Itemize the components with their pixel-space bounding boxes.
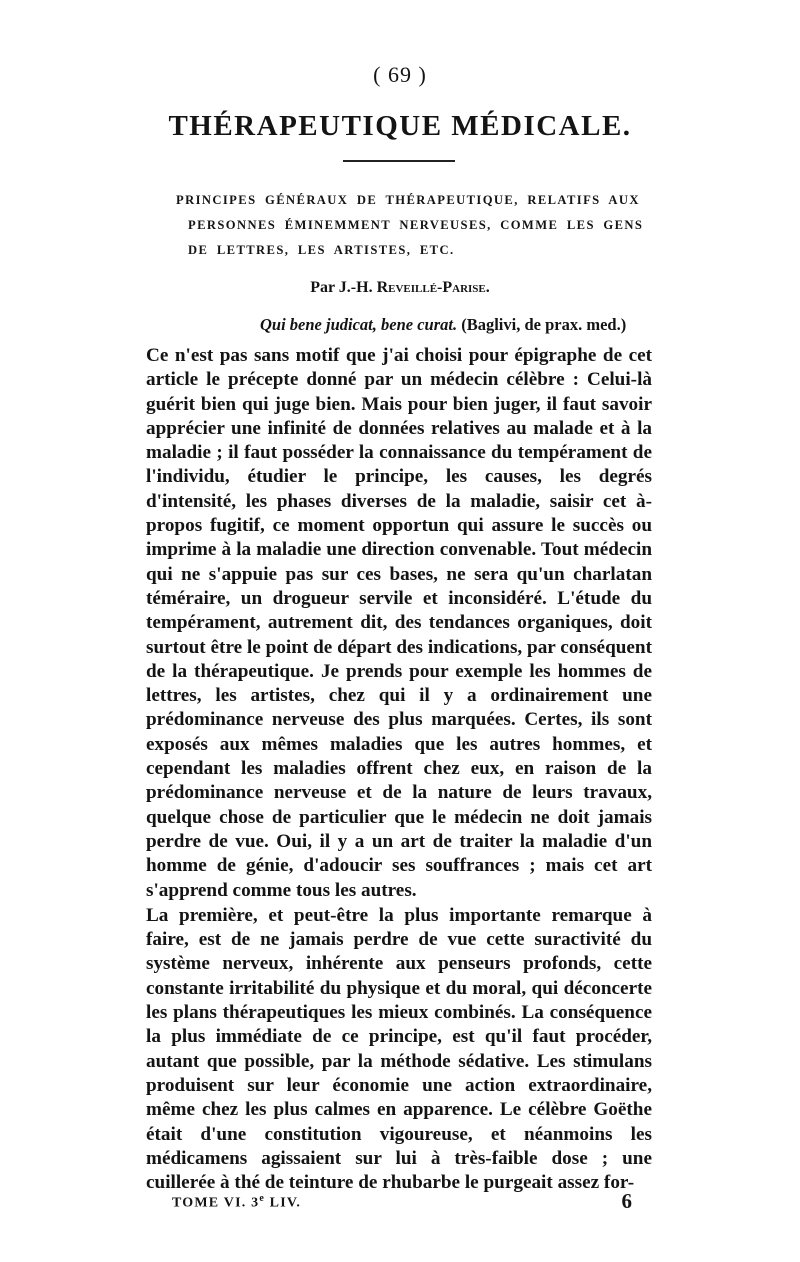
title-divider (343, 160, 455, 162)
page-title: THÉRAPEUTIQUE MÉDICALE. (168, 110, 632, 142)
author-prefix: Par J.-H. (310, 279, 377, 296)
signature-superscript: e (259, 1193, 265, 1204)
epigraph (260, 315, 680, 335)
signature-end: LIV. (264, 1195, 302, 1211)
article-body (146, 344, 652, 1195)
epigraph-source: (Baglivi, de prax. med.) (457, 315, 627, 334)
article-subtitle (176, 188, 654, 263)
article-author (0, 279, 800, 297)
signature-mark (172, 1193, 301, 1212)
subtitle-line: DE LETTRES, LES ARTISTES, ETC. (188, 243, 455, 257)
author-name: Reveillé-Parise. (376, 279, 490, 296)
page-number: ( 69 ) (373, 62, 427, 87)
signature-text: TOME VI. 3 (172, 1195, 260, 1211)
epigraph-quote: Qui bene judicat, bene curat. (260, 315, 458, 334)
body-paragraph: Ce n'est pas sans motif que j'ai choisi pour épigraphe de cet article le précepte donné par un médecin célèbre : Celui-là guérit bien qui juge bien. Mais pour bien juger, il faut savoir apprécier une infinité de données relatives au malade et à la maladie ; il faut posséder la connaissance du tempérament de l'individu, étudier le principe, les causes, les degrés d'intensité, les phases diverses de la maladie, saisir cet à-propos fugitif, ce moment opportun qui assure le succès ou imprime à la maladie une direction convenable. Tout médecin qui ne s'appuie pas sur ces bases, ne sera qu'un charlatan téméraire, un drogueur servile et inconsidéré. L'étude du tempérament, autrement dit, des tendances organiques, doit surtout être le point de départ des indications, par conséquent de la thérapeutique. Je prends pour exemple les hommes de lettres, les artistes, chez qui il y a ordinairement une prédominance nerveuse des plus marquées. Certes, ils sont exposés aux mêmes maladies que les autres hommes, et cependant les maladies offrent chez eux, en raison de la prédominance nerveuse et de la nature de leurs travaux, quelque chose de particulier que le médecin ne doit jamais perdre de vue. Oui, il y a un art de traiter la maladie d'un homme de génie, d'adoucir ses souffrances ; mais cet art s'apprend comme tous les autres. (146, 345, 652, 901)
body-paragraph: La première, et peut-être la plus importante remarque à faire, est de ne jamais perdre de vue cette suractivité du système nerveux, inhérente aux penseurs profonds, cette constante irritabilité du physique et du moral, qui déconcerte les plans thérapeutiques les mieux combinés. La conséquence la plus immédiate de ce principe, est qu'il faut procéder, autant que possible, par la méthode sédative. Les stimulans produisent sur leur économie une action extraordinaire, même chez les plus calmes en apparence. Le célèbre Goëthe était d'une constitution vigoureuse, et néanmoins les médicamens agissaient sur lui à très-faible dose ; une cuillerée à thé de teinture de rhubarbe le purgeait assez for- (146, 904, 652, 1194)
subtitle-line: PRINCIPES GÉNÉRAUX DE THÉRAPEUTIQUE, RELATIFS AUX (176, 193, 640, 207)
subtitle-line: PERSONNES ÉMINEMMENT NERVEUSES, COMME LES GENS (188, 218, 644, 232)
sheet-number: 6 (621, 1189, 632, 1213)
